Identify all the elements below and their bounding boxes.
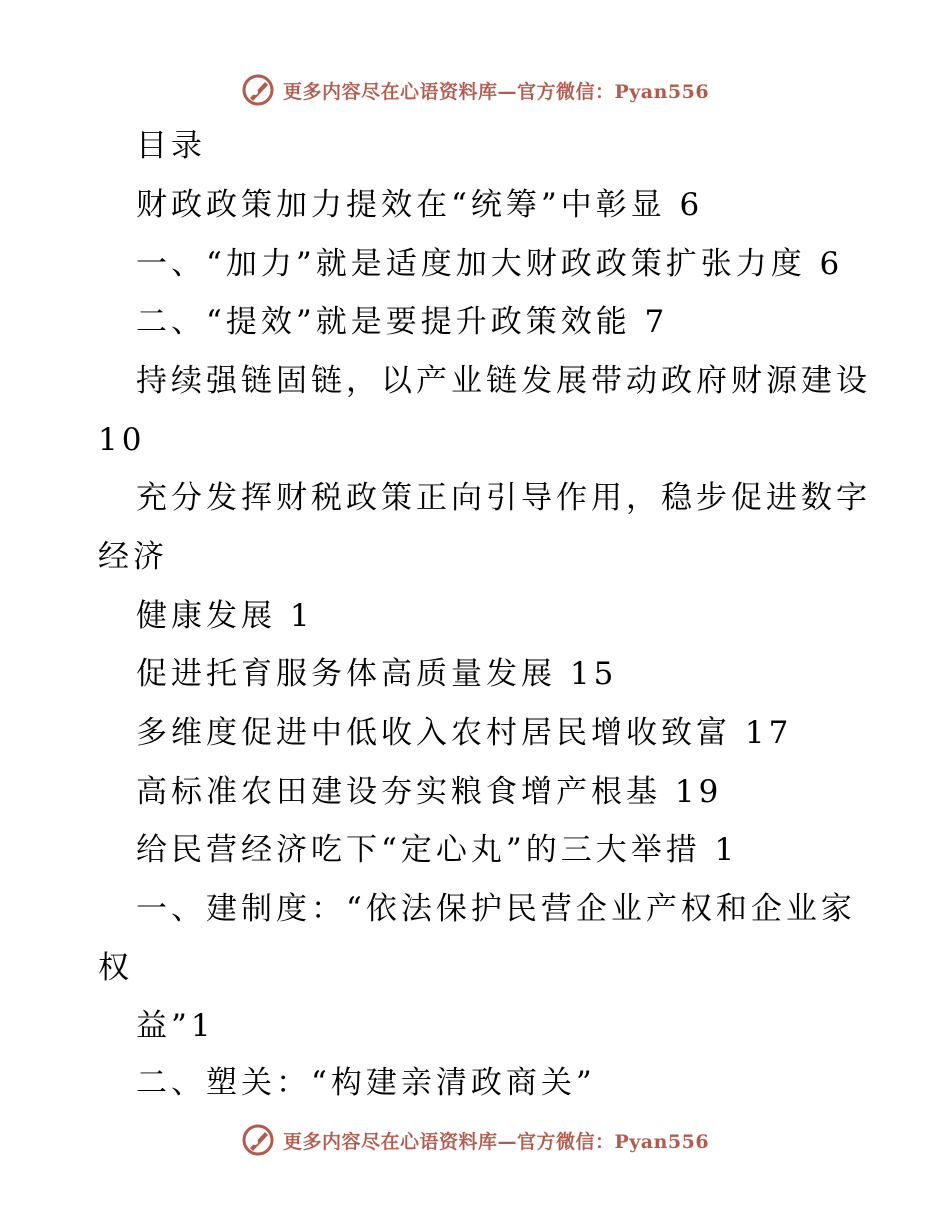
toc-entry-continuation: 10 — [98, 422, 146, 458]
toc-entry: 高标准农田建设夯实粮食增产根基 19 — [136, 774, 723, 810]
toc-heading: 目录 — [136, 128, 206, 164]
toc-entry: 财政政策加力提效在“统筹”中彰显 6 — [136, 187, 704, 223]
pen-logo-icon — [241, 73, 275, 107]
toc-entry: 促进托育服务体高质量发展 15 — [136, 656, 618, 692]
toc-entry: 多维度促进中低收入农村居民增收致富 17 — [136, 715, 793, 751]
watermark-banner-bottom — [0, 1120, 950, 1160]
toc-entry: 二、“提效”就是要提升政策效能 7 — [136, 304, 669, 340]
toc-entry: 一、“加力”就是适度加大财政政策扩张力度 6 — [136, 246, 844, 282]
toc-entry: 一、建制度：“依法保护民营企业产权和企业家 — [136, 891, 856, 927]
watermark-text: 更多内容尽在心语资料库—官方微信：Pyan556 — [282, 80, 710, 103]
watermark-banner-top — [0, 70, 950, 110]
toc-entry-continuation: 权 — [98, 950, 133, 986]
pen-logo-icon — [241, 1123, 275, 1157]
toc-entry: 益”1 — [136, 1008, 215, 1044]
toc-entry: 给民营经济吃下“定心丸”的三大举措 1 — [136, 832, 739, 868]
watermark-text: 更多内容尽在心语资料库—官方微信：Pyan556 — [282, 1130, 710, 1153]
toc-entry: 持续强链固链，以产业链发展带动政府财源建设 — [136, 363, 871, 399]
toc-entry-continuation: 经济 — [98, 539, 168, 575]
toc-entry: 充分发挥财税政策正向引导作用，稳步促进数字 — [136, 480, 871, 516]
toc-entry: 二、塑关：“构建亲清政商关” — [136, 1065, 596, 1101]
toc-entry: 健康发展 1 — [136, 598, 314, 634]
